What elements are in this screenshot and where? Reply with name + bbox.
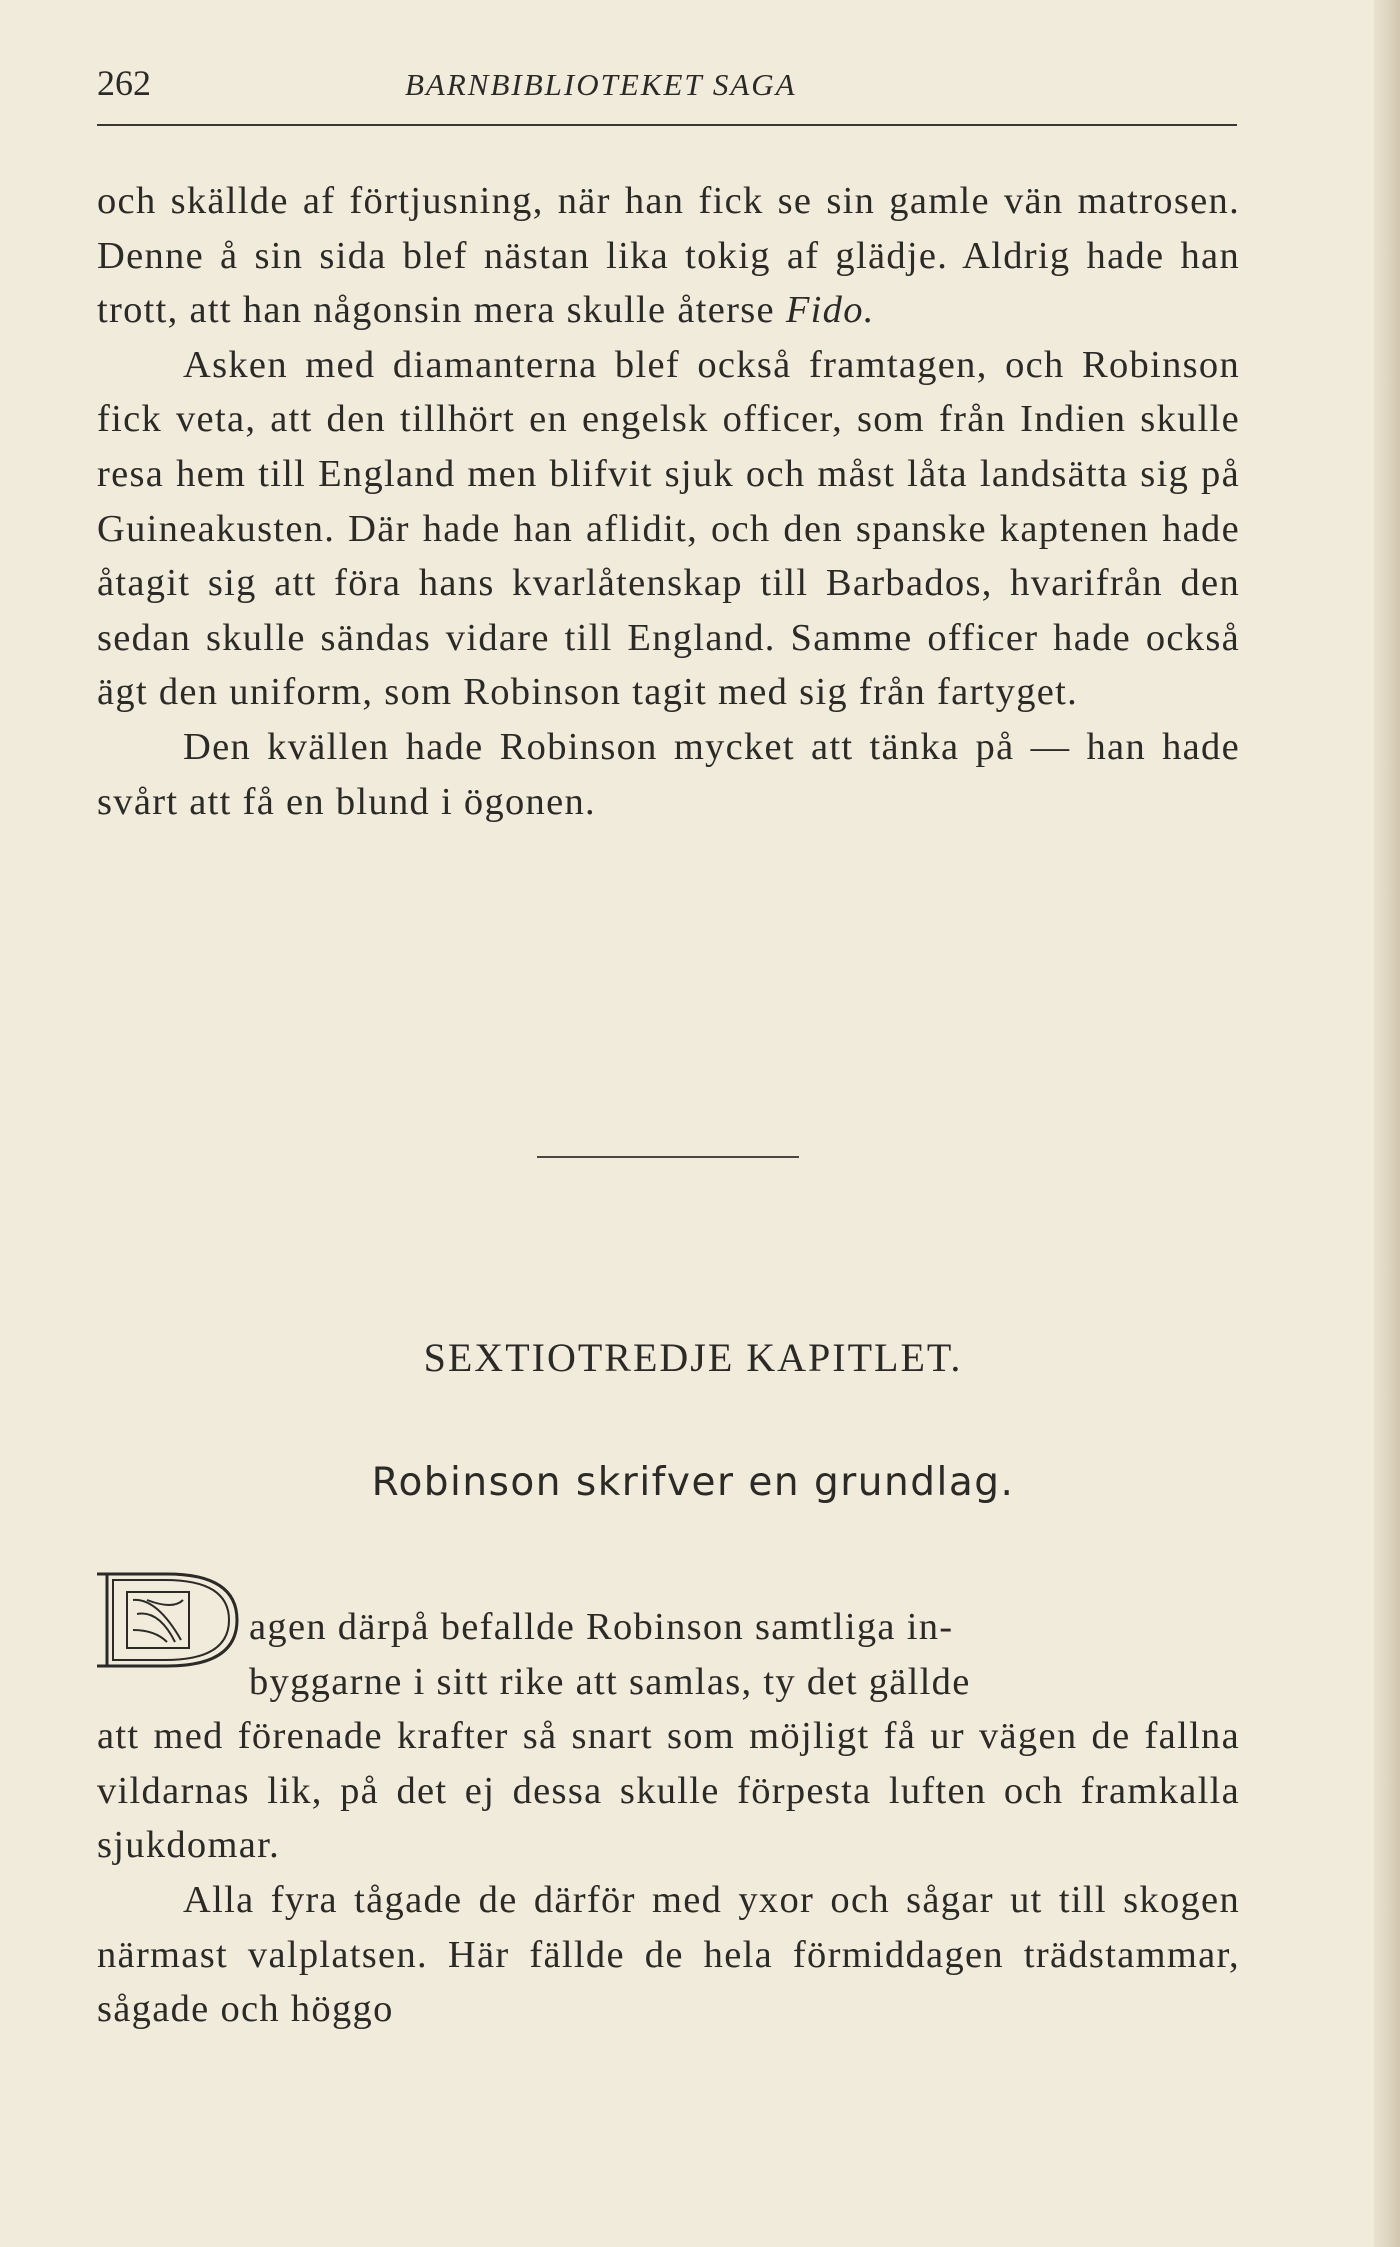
paragraph (97, 174, 1240, 338)
chapter-heading: SEXTIOTREDJE KAPITLET. (423, 1335, 963, 1380)
continued-text (97, 174, 1240, 829)
italic-name: Fido. (785, 289, 875, 332)
page-edge (1374, 0, 1400, 2247)
paragraph: Asken med diamanterna blef också framtagen, och Robinson fick veta, att den tillhört en engelsk officer, som från Indien skulle resa hem till England men blifvit sjuk och måst låta landsätta sig på Guineakusten. Där hade han aflidit, och den spanske kaptenen hade åtagit sig att föra hans kvarlåtenskap till Barbados, hvarifrån den sedan skulle sändas vidare till England. Samme officer hade också ägt den uniform, som Robinson tagit med sig från fartyget. (97, 343, 1240, 714)
paragraph-text: och skällde af förtjusning, när han fick se sin gamle vän matrosen. Denne å sin sida blef nästan lika tokig af glädje. Aldrig hade han trott, att han någonsin mera skulle återse (97, 180, 1240, 332)
header-rule (97, 124, 1237, 126)
section-divider (537, 1156, 799, 1158)
paragraph-text: att med förenade krafter så snart som möjligt få ur vägen de fallna vildarnas lik, på det ej dessa skulle förpesta luften och framkalla sjukdomar. (97, 1715, 1240, 1867)
first-line: agen därpå befallde Robinson samtliga in- (249, 1606, 954, 1648)
paragraph: Alla fyra tågade de därför med yxor och sågar ut till skogen närmast valplatsen. Här fällde de hela förmiddagen trädstammar, sågade och höggo (97, 1878, 1240, 2031)
second-line: byggarne i sitt rike att samlas, ty det gällde (249, 1660, 971, 1703)
running-head: BARNBIBLIOTEKET SAGA (405, 67, 797, 102)
chapter-text (97, 1600, 1240, 2037)
page-header (97, 58, 1237, 108)
page-number: 262 (97, 63, 151, 103)
paragraph: Den kvällen hade Robinson mycket att tänka på — han hade svårt att få en blund i ögonen. (97, 725, 1240, 823)
paragraph (97, 1600, 1240, 1873)
chapter-subtitle: Robinson skrifver en grundlag. (371, 1460, 1015, 1505)
